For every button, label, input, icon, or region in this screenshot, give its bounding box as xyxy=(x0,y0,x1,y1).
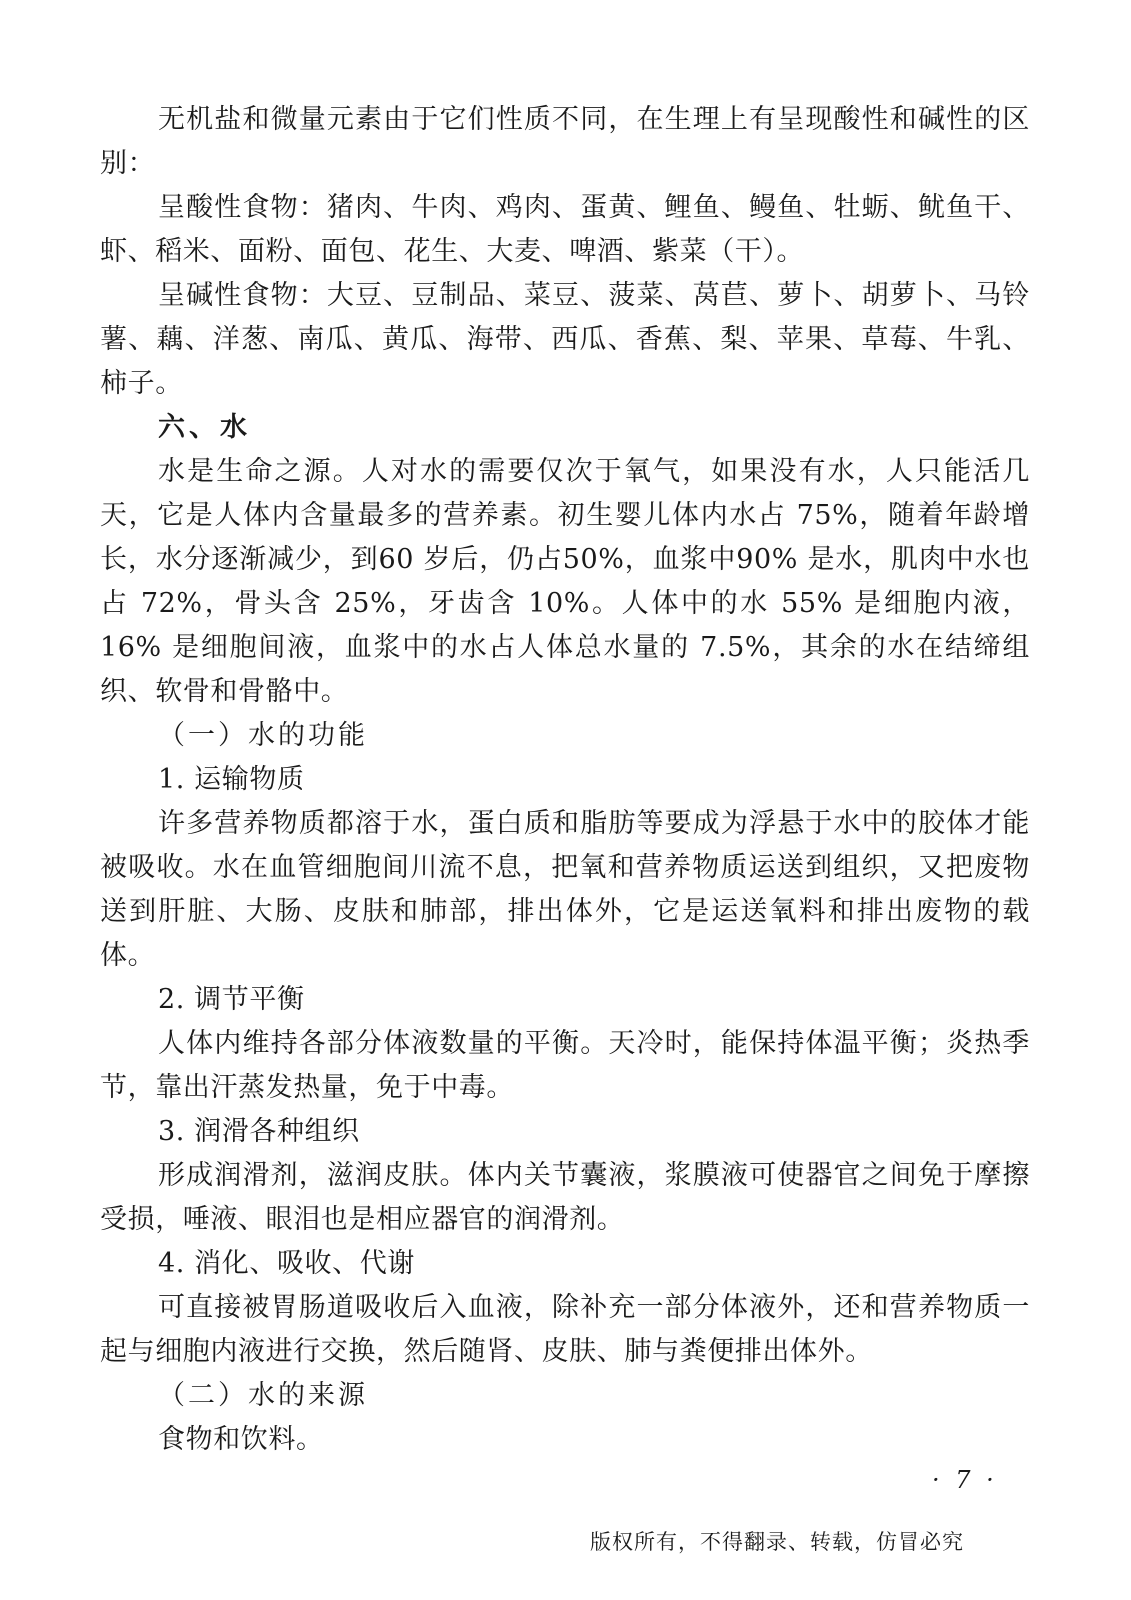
paragraph-water-sources: 食物和饮料。 xyxy=(158,1424,324,1455)
item-heading-transport: 1. 运输物质 xyxy=(158,764,305,795)
subheading-water-sources: （二）水的来源 xyxy=(158,1380,368,1411)
item-heading-balance: 2. 调节平衡 xyxy=(158,984,305,1015)
paragraph-balance: 人体内维持各部分体液数量的平衡。天冷时，能保持体温平衡；炎热季节，靠出汗蒸发热量，免于中毒。 xyxy=(100,1028,1030,1103)
item-heading-digestion: 4. 消化、吸收、代谢 xyxy=(158,1248,415,1279)
paragraph-alkaline-foods: 呈碱性食物：大豆、豆制品、菜豆、菠菜、莴苣、萝卜、胡萝卜、马铃薯、藕、洋葱、南瓜、黄瓜、海带、西瓜、香蕉、梨、苹果、草莓、牛乳、柿子。 xyxy=(100,280,1030,399)
paragraph-minerals-intro: 无机盐和微量元素由于它们性质不同，在生理上有呈现酸性和碱性的区别： xyxy=(100,104,1030,179)
paragraph-digestion: 可直接被胃肠道吸收后入血液，除补充一部分体液外，还和营养物质一起与细胞内液进行交换，然后随肾、皮肤、肺与粪便排出体外。 xyxy=(100,1292,1030,1367)
paragraph-acidic-foods: 呈酸性食物：猪肉、牛肉、鸡肉、蛋黄、鲤鱼、鳗鱼、牡蛎、鱿鱼干、虾、稻米、面粉、面包、花生、大麦、啤酒、紫菜（干）。 xyxy=(100,192,1030,267)
body-text xyxy=(100,98,1030,1462)
section-heading-water: 六、水 xyxy=(158,412,251,443)
paragraph-lubrication: 形成润滑剂，滋润皮肤。体内关节囊液，浆膜液可使器官之间免于摩擦受损，唾液、眼泪也是相应器官的润滑剂。 xyxy=(100,1160,1030,1235)
paragraph-water-intro: 水是生命之源。人对水的需要仅次于氧气，如果没有水，人只能活几天，它是人体内含量最多的营养素。初生婴儿体内水占 75%，随着年龄增长，水分逐渐减少，到60 岁后，仍占50%，血浆中90% 是水，肌肉中水也占 72%，骨头含 25%，牙齿含 10%。人体中的水 55% 是细胞内液，16% 是细胞间液，血浆中的水占人体总水量的 7.5%，其余的水在结缔组织、软骨和骨骼中。 xyxy=(100,456,1030,707)
copyright-footer: 版权所有，不得翻录、转载，仿冒必究 xyxy=(590,1530,964,1554)
paragraph-transport: 许多营养物质都溶于水，蛋白质和脂肪等要成为浮悬于水中的胶体才能被吸收。水在血管细胞间川流不息，把氧和营养物质运送到组织，又把废物送到肝脏、大肠、皮肤和肺部，排出体外，它是运送氧料和排出废物的载体。 xyxy=(100,808,1030,971)
subheading-water-functions: （一）水的功能 xyxy=(158,720,368,751)
page-number: · 7 · xyxy=(932,1466,998,1494)
item-heading-lubrication: 3. 润滑各种组织 xyxy=(158,1116,360,1147)
